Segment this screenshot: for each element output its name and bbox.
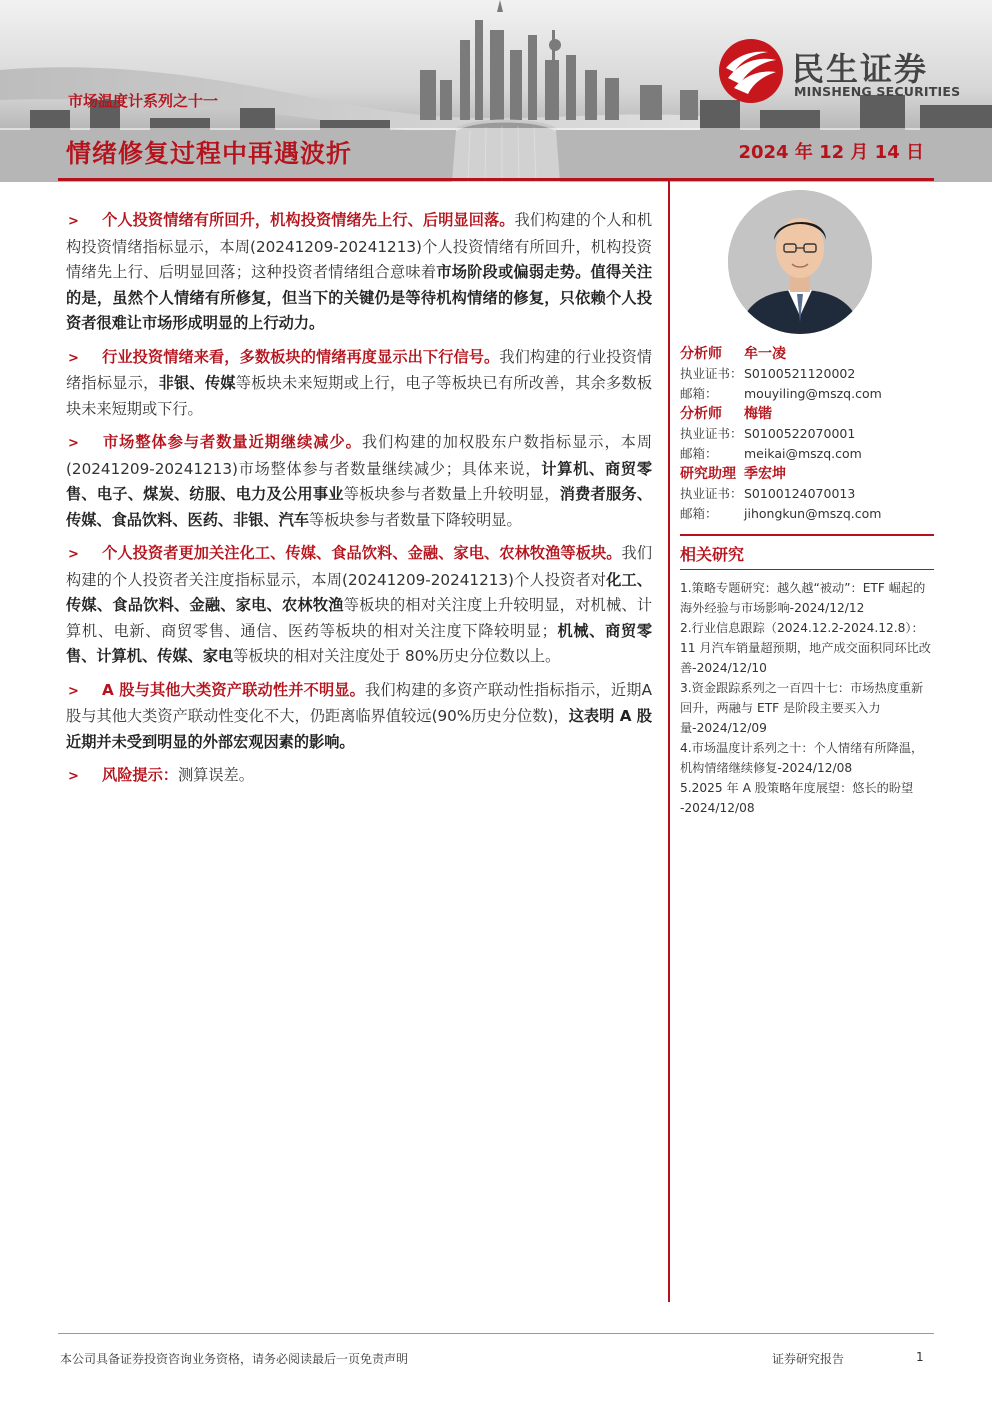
bullet-text: 等板块未来短期或上行，电子等板块已有所改善，其余多数板块未来短期或下行。: [66, 374, 653, 418]
side-divider: [680, 534, 934, 536]
email-link[interactable]: meikai@mszq.com: [744, 446, 862, 461]
analyst-name-row: [680, 464, 934, 484]
bullet-text: 等板块参与者数量上升较明显，: [343, 485, 560, 503]
bullet-text: 我们构建的加权股东户数指标显示，本周(20241209-20241213)市场整体参与者数量继续减少；具体来说，: [66, 433, 653, 478]
analyst-list: [680, 344, 934, 524]
related-divider: [680, 569, 934, 570]
related-research-item[interactable]: 3.资金跟踪系列之一百四十七：市场热度重新回升，两融与 ETF 是阶段主要买入力量-2024/12/09: [680, 681, 924, 735]
minsheng-logo: [718, 38, 968, 108]
arrow-bullet-icon: >: [68, 436, 79, 451]
bullet-bold: 化工、传媒、食品饮料、金融、家电、农林牧渔: [66, 570, 652, 614]
header-divider: [58, 178, 934, 181]
bullet-text: 等板块的相对关注度处于 80%历史分位数以上。: [233, 647, 561, 665]
column-divider: [668, 181, 670, 1302]
bullet-text: 测算误差。: [177, 766, 254, 784]
summary-bullet: [66, 208, 652, 337]
bullet-lead: 个人投资情绪有所回升，机构投资情绪先上行、后明显回落。: [102, 211, 515, 229]
bullet-bold: 机械、商贸零售、计算机、传媒、家电: [66, 621, 653, 665]
arrow-bullet-icon: >: [68, 214, 79, 229]
related-research-list: [680, 578, 934, 818]
cert-label: 执业证书：: [680, 486, 743, 501]
bullet-bold: 计算机、商贸零售、电子、煤炭、纺服、电力及公用事业: [66, 459, 653, 503]
report-date: 2024 年 12 月 14 日: [738, 142, 924, 163]
bullet-lead: 市场整体参与者数量近期继续减少。: [102, 433, 362, 451]
cert-label: 执业证书：: [680, 426, 743, 441]
bullet-text: 等板块的相对关注度上升较明显，对机械、计算机、电新、商贸零售、通信、医药等板块的相对关注度下降较明显；: [66, 596, 653, 640]
summary-bullet: [66, 430, 652, 533]
page-number: 1: [916, 1350, 924, 1364]
bullet-text: 等板块参与者数量下降较明显。: [309, 510, 522, 529]
logo-text-cn: 民生证券: [792, 50, 929, 88]
analyst-name: 季宏坤: [744, 466, 786, 482]
footer-divider: [58, 1333, 934, 1334]
analyst-cert-row: [680, 484, 934, 504]
bullet-lead: 个人投资者更加关注化工、传媒、食品饮料、金融、家电、农林牧渔等板块。: [102, 544, 622, 562]
analyst-name: 梅锴: [744, 406, 772, 422]
cert-label: 执业证书：: [680, 366, 743, 381]
header-banner: [0, 0, 992, 182]
bullet-lead: A 股与其他大类资产联动性并不明显。: [102, 680, 366, 699]
cert-number: S0100124070013: [744, 486, 856, 501]
bullet-text: 我们构建的多资产联动性指标指示，近期A 股与其他大类资产联动性变化不大，仍距离临界值较远(90%历史分位数)，: [66, 680, 652, 725]
minsheng-logo-icon: [718, 38, 784, 104]
bullet-lead: 行业投资情绪来看，多数板块的情绪再度显示出下行信号。: [102, 347, 500, 366]
summary-bullet: [66, 541, 652, 670]
side-column: [680, 190, 934, 818]
analyst-mail-row: [680, 444, 934, 464]
related-research-item[interactable]: 5.2025 年 A 股策略年度展望：悠长的盼望 -2024/12/08: [680, 781, 914, 815]
arrow-bullet-icon: >: [68, 350, 79, 366]
bullet-text: 我们构建的个人和机构投资情绪指标显示，本周(20241209-20241213)个人投资情绪有所回升，机构投资情绪先上行、后明显回落；这种投资者情绪组合意味着: [66, 211, 653, 281]
bullet-text: 我们构建的个人投资者关注度指标显示，本周(20241209-20241213)个人投资者对: [66, 544, 653, 589]
mail-label: 邮箱：: [680, 506, 718, 521]
footer-report-type: 证券研究报告: [772, 1352, 845, 1366]
bullet-bold: 消费者服务、传媒、食品饮料、医药、非银、汽车: [66, 485, 653, 529]
analyst-portrait-icon: [728, 190, 872, 334]
analyst-role: 分析师: [680, 406, 722, 422]
bullet-lead: 风险提示：: [102, 766, 178, 784]
bullet-bold: 这表明 A 股近期并未受到明显的外部宏观因素的影响。: [66, 707, 652, 751]
logo-text-en: MINSHENG SECURITIES: [794, 84, 961, 99]
bullet-text: 我们构建的行业投资情绪指标显示，: [66, 347, 653, 392]
summary-bullet: [66, 763, 652, 790]
analyst-cert-row: [680, 424, 934, 444]
analyst-name-row: [680, 344, 934, 364]
related-research-item[interactable]: 4.市场温度计系列之十：个人情绪有所降温，机构情绪继续修复-2024/12/08: [680, 741, 924, 775]
summary-column: [66, 208, 652, 798]
summary-bullet: [66, 345, 652, 423]
related-research-item[interactable]: 1.策略专题研究：越久越“被动”：ETF 崛起的海外经验与市场影响-2024/12/12: [680, 581, 926, 615]
analyst-photo: [728, 190, 872, 334]
analyst-role: 研究助理: [680, 466, 736, 482]
series-title: 市场温度计系列之十一: [68, 92, 219, 110]
bullet-bold: 市场阶段或偏弱走势。值得关注的是，虽然个人情绪有所修复，但当下的关键仍是等待机构情绪的修复，只依赖个人投资者很难让市场形成明显的上行动力。: [66, 263, 653, 332]
cert-number: S0100522070001: [744, 426, 856, 441]
analyst-mail-row: [680, 504, 934, 524]
related-research-item[interactable]: 2.行业信息跟踪（2024.12.2-2024.12.8）：11 月汽车销量超预期，地产成交面积同环比改善-2024/12/10: [680, 621, 931, 675]
arrow-bullet-icon: >: [68, 683, 79, 699]
arrow-bullet-icon: >: [68, 769, 79, 784]
summary-bullet: [66, 678, 652, 756]
bullet-bold: 非银、传媒: [158, 374, 236, 392]
mail-label: 邮箱：: [680, 386, 718, 401]
mail-label: 邮箱：: [680, 446, 718, 461]
cert-number: S0100521120002: [744, 366, 856, 381]
analyst-cert-row: [680, 364, 934, 384]
footer-disclaimer: 本公司具备证券投资咨询业务资格，请务必阅读最后一页免责声明: [60, 1352, 409, 1366]
arrow-bullet-icon: >: [68, 547, 79, 562]
analyst-name: 牟一凌: [744, 346, 786, 362]
analyst-mail-row: [680, 384, 934, 404]
email-link[interactable]: mouyiling@mszq.com: [744, 386, 882, 401]
analyst-name-row: [680, 404, 934, 424]
analyst-role: 分析师: [680, 346, 722, 362]
report-title: 情绪修复过程中再遇波折: [66, 139, 353, 168]
email-link[interactable]: jihongkun@mszq.com: [744, 506, 882, 521]
related-research-title: 相关研究: [680, 545, 745, 564]
